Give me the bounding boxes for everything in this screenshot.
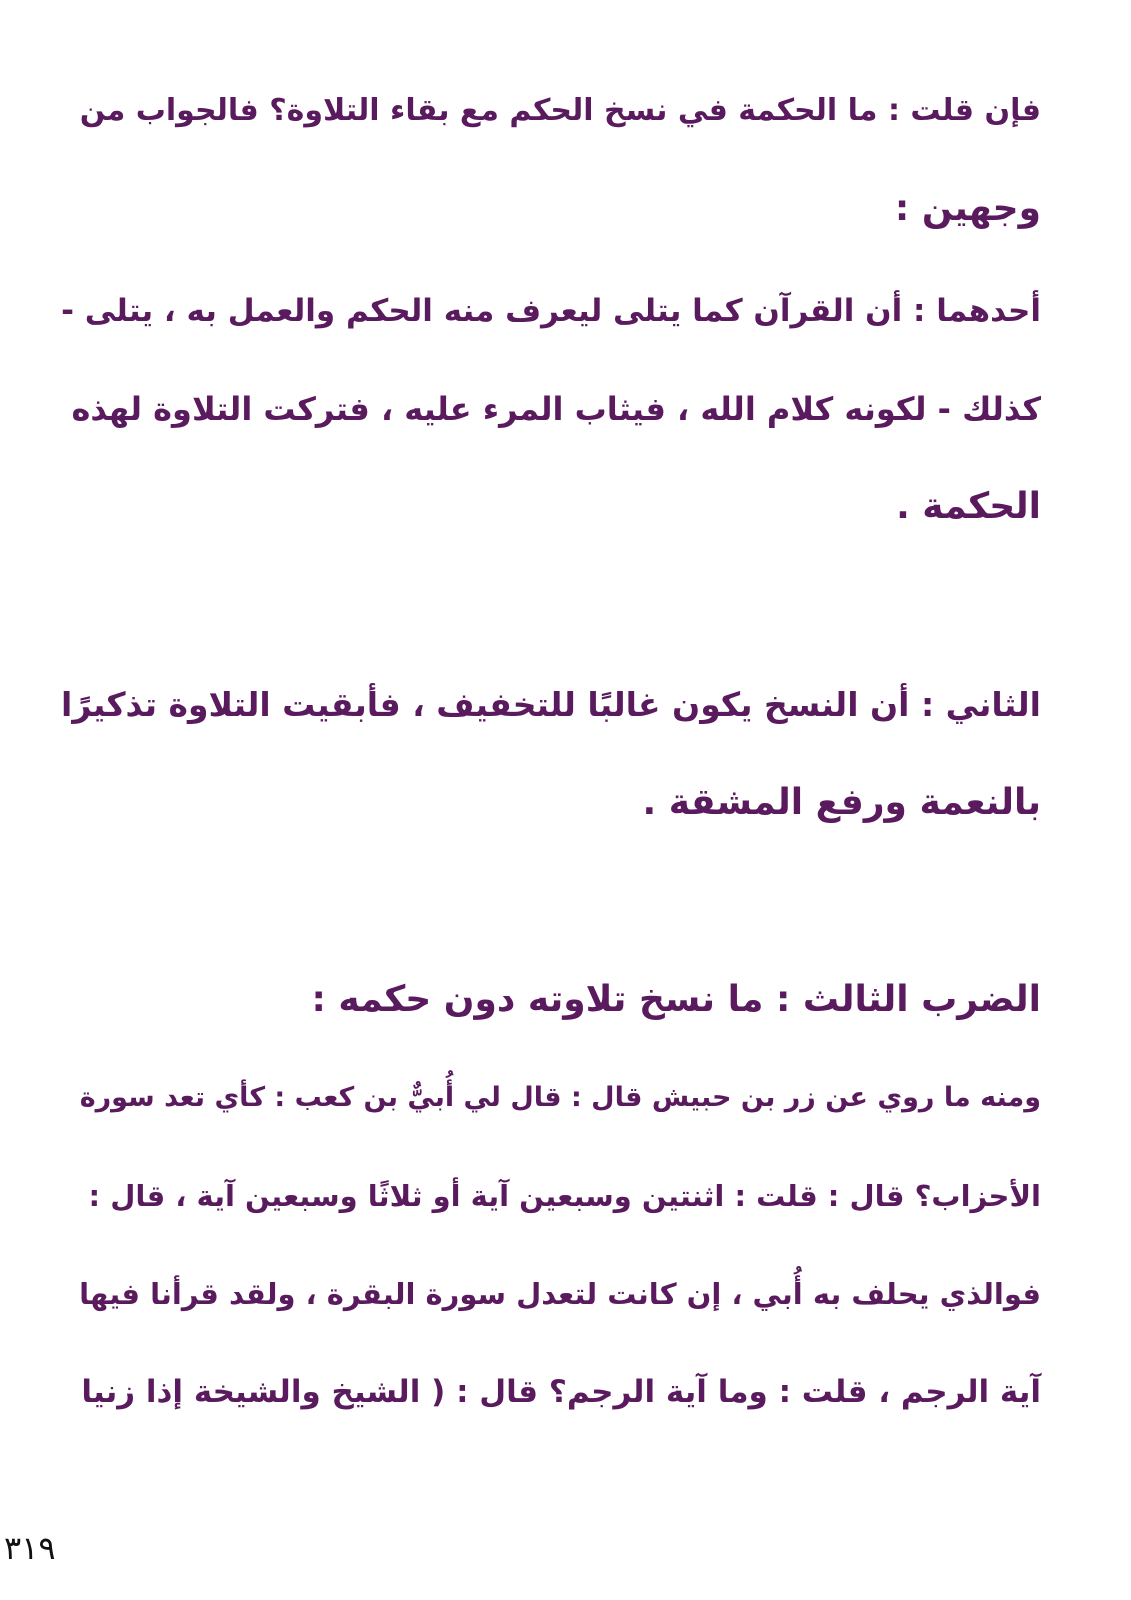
page-number: ٣١٩ xyxy=(4,1529,56,1567)
text-line: ومنه ما روي عن زر بن حبيش قال : قال لي أُبيٌّ بن كعب : كأي تعد سورة xyxy=(79,1082,1041,1113)
text-line: الأحزاب؟ قال : قلت : اثنتين وسبعين آية أو ثلاثًا وسبعين آية ، قال : xyxy=(88,1179,1041,1213)
text-line: آية الرجم ، قلت : وما آية الرجم؟ قال : ( الشيخ والشيخة إذا زنيا xyxy=(81,1374,1041,1410)
text-line: أحدهما : أن القرآن كما يتلى ليعرف منه الحكم والعمل به ، يتلى - xyxy=(61,293,1041,329)
paragraph-narration xyxy=(61,1049,1041,1441)
text-line: وجهين : xyxy=(894,188,1041,229)
text-line: الحكمة . xyxy=(896,486,1041,527)
paragraph-first-reason xyxy=(61,262,1041,556)
text-line: الثاني : أن النسخ يكون غالبًا للتخفيف ، فأبقيت التلاوة تذكيرًا xyxy=(61,685,1041,724)
paragraph-question xyxy=(61,62,1041,258)
text-line: كذلك - لكونه كلام الله ، فيثاب المرء عليه ، فتركت التلاوة لهذه xyxy=(71,390,1041,428)
text-line: فإن قلت : ما الحكمة في نسخ الحكم مع بقاء التلاوة؟ فالجواب من xyxy=(79,93,1041,128)
text-line: فوالذي يحلف به أُبي ، إن كانت لتعدل سورة البقرة ، ولقد قرأنا فيها xyxy=(79,1277,1041,1311)
text-line: بالنعمة ورفع المشقة . xyxy=(642,782,1041,823)
paragraph-second-reason xyxy=(61,656,1041,852)
section-heading xyxy=(61,951,1041,1049)
heading-line: الضرب الثالث : ما نسخ تلاوته دون حكمه : xyxy=(311,979,1041,1020)
